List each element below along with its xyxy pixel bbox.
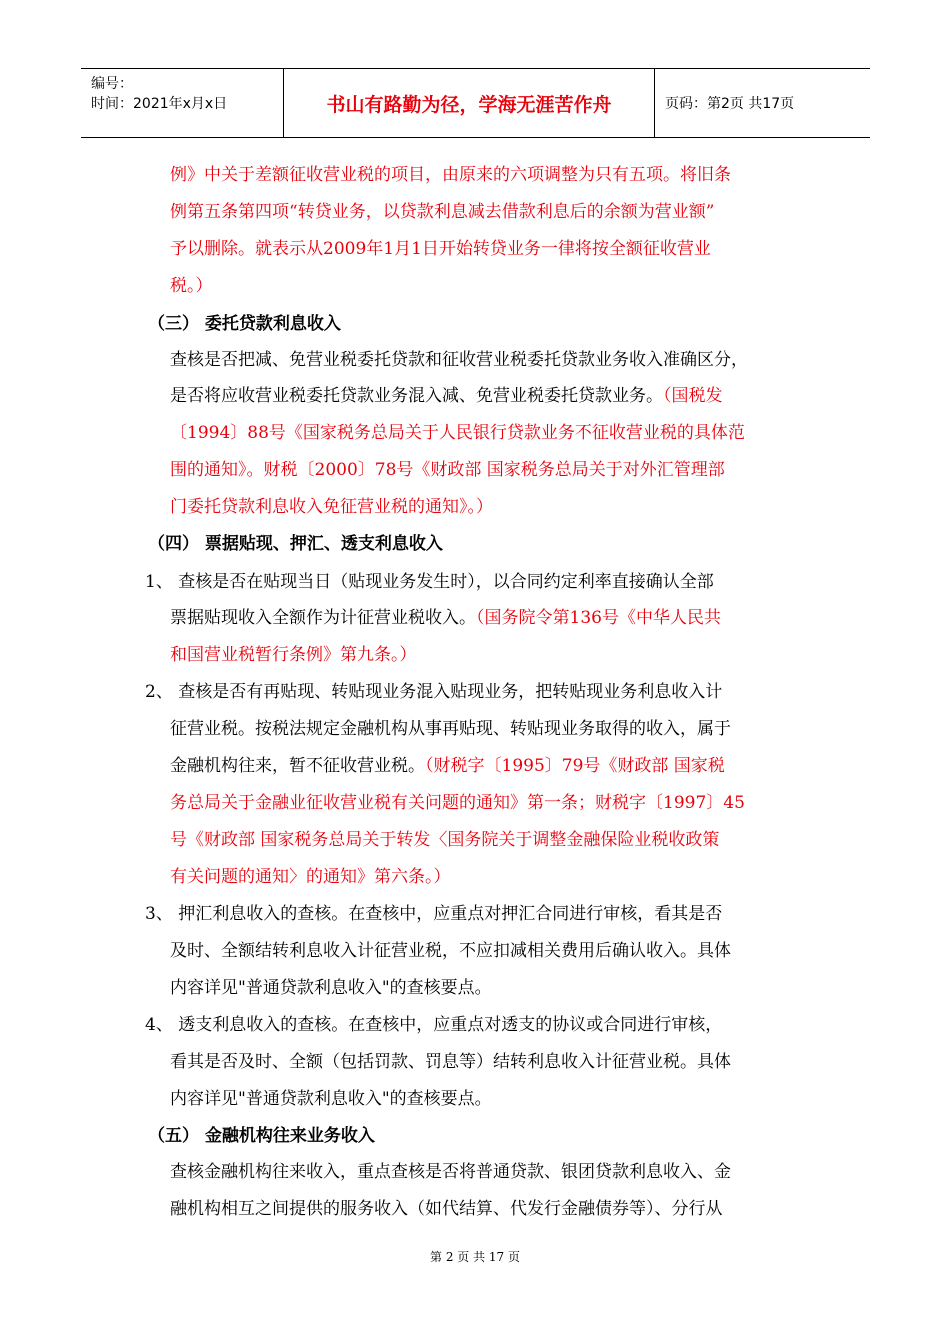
body-line: 和国营业税暂行条例》第九条。） <box>170 645 417 665</box>
body-line-text: 票据贴现收入全额作为计征营业税收入。 <box>170 608 476 628</box>
body-line <box>170 603 721 628</box>
page-header <box>81 68 870 138</box>
body-line-text: 金融机构往来，暂不征收营业税。 <box>170 756 425 776</box>
header-motto: 书山有路勤为径，学海无涯苦作舟 <box>284 69 655 137</box>
body-line: 号《财政部 国家税务总局关于转发〈国务院关于调整金融保险业税收政策 <box>170 830 720 850</box>
header-page-info: 页码：第2页 共17页 <box>665 96 795 112</box>
section-heading-5: （五） 金融机构往来业务收入 <box>148 1126 375 1146</box>
body-line: 征营业税。按税法规定金融机构从事再贴现、转贴现业务取得的收入，属于 <box>170 719 731 739</box>
citation-text: （国务院令第136号《中华人民共 <box>476 608 721 628</box>
page-footer: 第 2 页 共 17 页 <box>430 1250 520 1264</box>
body-line: 围的通知》。财税〔2000〕78号《财政部 国家税务总局关于对外汇管理部 <box>170 460 725 480</box>
body-line: 内容详见"普通贷款利息收入"的查核要点。 <box>170 1089 492 1109</box>
body-line: 内容详见"普通贷款利息收入"的查核要点。 <box>170 978 492 998</box>
body-line-text: 是否将应收营业税委托贷款业务混入减、免营业税委托贷款业务。 <box>170 386 663 406</box>
body-line <box>170 381 723 406</box>
body-line: 有关问题的通知〉的通知》第六条。） <box>170 867 451 887</box>
citation-text: （国税发 <box>663 386 723 406</box>
list-item-1: 1、 查核是否在贴现当日（贴现业务发生时），以合同约定利率直接确认全部 <box>145 572 714 592</box>
body-line: 查核金融机构往来收入，重点查核是否将普通贷款、银团贷款利息收入、金 <box>170 1162 731 1182</box>
list-item-4: 4、 透支利息收入的查核。在查核中，应重点对透支的协议或合同进行审核， <box>145 1015 723 1035</box>
list-item-2: 2、 查核是否有再贴现、转贴现业务混入贴现业务，把转贴现业务利息收入计 <box>145 682 723 702</box>
body-line: 看其是否及时、全额（包括罚款、罚息等）结转利息收入计征营业税。具体 <box>170 1052 731 1072</box>
body-line: 查核是否把减、免营业税委托贷款和征收营业税委托贷款业务收入准确区分， <box>170 350 748 370</box>
body-line <box>170 751 725 776</box>
body-line: 融机构相互之间提供的服务收入（如代结算、代发行金融债券等）、分行从 <box>170 1199 723 1219</box>
body-line: 务总局关于金融业征收营业税有关问题的通知》第一条；财税字〔1997〕45 <box>170 793 745 813</box>
serial-number-label: 编号： <box>91 76 133 92</box>
section-heading-3: （三） 委托贷款利息收入 <box>148 314 341 334</box>
body-line: 予以删除。就表示从2009年1月1日开始转贷业务一律将按全额征收营业 <box>170 239 711 259</box>
body-line: 〔1994〕88号《国家税务总局关于人民银行贷款业务不征收营业税的具体范 <box>170 423 745 443</box>
body-line: 税。） <box>170 276 213 296</box>
body-line: 及时、全额结转利息收入计征营业税，不应扣减相关费用后确认收入。具体 <box>170 941 731 961</box>
section-heading-4: （四） 票据贴现、押汇、透支利息收入 <box>148 534 443 554</box>
body-line: 门委托贷款利息收入免征营业税的通知》。） <box>170 497 493 517</box>
body-line: 例》中关于差额征收营业税的项目，由原来的六项调整为只有五项。将旧条 <box>170 165 731 185</box>
header-meta-cell <box>81 69 284 137</box>
body-line: 例第五条第四项“转贷业务，以贷款利息减去借款利息后的余额为营业额” <box>170 202 715 222</box>
citation-text: （财税字〔1995〕79号《财政部 国家税 <box>425 756 725 776</box>
date-label: 时间：2021年x月x日 <box>91 96 228 112</box>
list-item-3: 3、 押汇利息收入的查核。在查核中，应重点对押汇合同进行审核，看其是否 <box>145 904 723 924</box>
